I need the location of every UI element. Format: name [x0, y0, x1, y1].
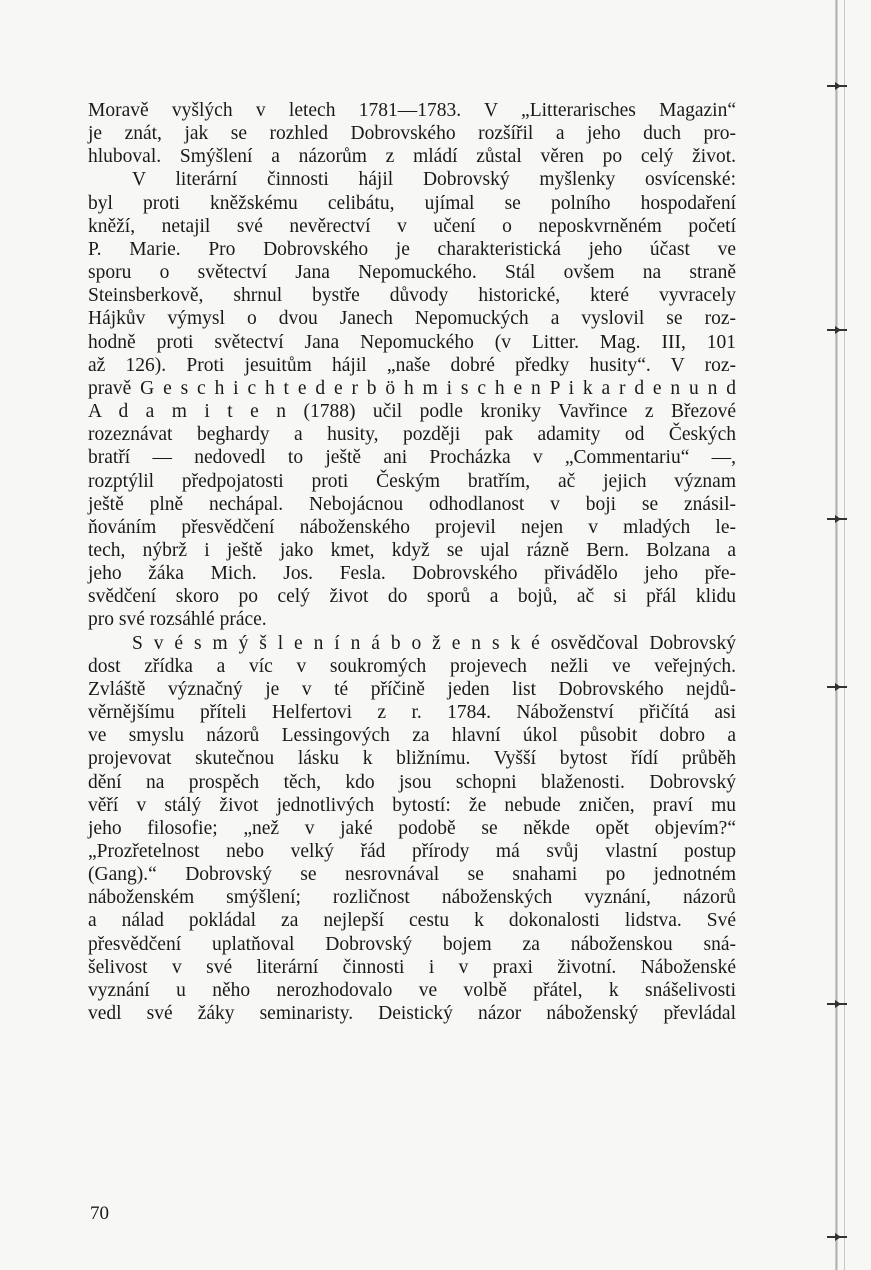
text-line: kněží, netajil své nevěrectví v učení o neposkvrněném početí [88, 215, 736, 237]
margin-tab-mark [827, 82, 847, 90]
text-line: ještě plně nechápal. Nebojácnou odhodlanost v boji se znásil- [88, 493, 736, 515]
text-line: Steinsberkově, shrnul bystře důvody historické, které vyvracely [88, 285, 736, 307]
page-edge-line [844, 0, 845, 1270]
text-line: náboženském smýšlení; rozličnost náboženských vyznání, názorů [88, 887, 736, 909]
text-line: A d a m i t e n (1788) učil podle kroniky Vavřince z Březové [88, 401, 736, 423]
text-line: pravě G e s c h i c h t e d e r b ö h m i s c h e n P i k a r d e n u n d [88, 377, 736, 399]
text-line: dění na prospěch těch, kdo jsou schopni blaženosti. Dobrovský [88, 771, 736, 793]
text-line: projevovat skutečnou lásku k bližnímu. Vyšší bytost řídí průběh [88, 748, 736, 770]
text-line: hodně proti světectví Jana Nepomuckého (v Litter. Mag. III, 101 [88, 331, 736, 353]
text-line: S v é s m ý š l e n í n á b o ž e n s k é osvědčoval Dobrovský [132, 632, 736, 654]
text-line: P. Marie. Pro Dobrovského je charakteristická jeho účast ve [88, 238, 736, 260]
text-line: až 126). Proti jesuitům hájil „naše dobré předky husity“. V roz- [88, 354, 736, 376]
text-line: Zvláště význačný je v té příčině jeden list Dobrovského nejdů- [88, 678, 736, 700]
text-line: svědčení skoro po celý život do sporů a bojů, ač si přál klidu [88, 586, 736, 608]
body-text [88, 99, 736, 1025]
margin-tab-mark [827, 1233, 847, 1241]
text-line: Hájkův výmysl o dvou Janech Nepomuckých a vyslovil se roz- [88, 308, 736, 330]
text-line: rozeznávat beghardy a husity, později pak adamity od Českých [88, 424, 736, 446]
text-line: je znát, jak se rozhled Dobrovského rozšířil a jeho duch pro- [88, 123, 736, 145]
text-line: Moravě vyšlých v letech 1781—1783. V „Litterarisches Magazin“ [88, 100, 736, 121]
text-line: a nálad pokládal za nejlepší cestu k dokonalosti lidstva. Své [88, 910, 736, 932]
text-line: vedl své žáky seminaristy. Deistický názor náboženský převládal [88, 1003, 736, 1025]
margin-tab-mark [827, 515, 847, 523]
text-line: jeho filosofie; „než v jaké podobě se někde opět objevím?“ [88, 817, 736, 839]
text-line: bratří — nedovedl to ještě ani Procházka v „Commentariu“ —, [88, 447, 736, 469]
text-line: hluboval. Smýšlení a názorům z mládí zůstal věren po celý život. [88, 146, 736, 168]
text-line: rozptýlil předpojatosti proti Českým bratřím, ač jejich význam [88, 470, 736, 492]
text-line: byl proti kněžskému celibátu, ujímal se polního hospodaření [88, 192, 736, 214]
text-line: ve smyslu názorů Lessingových za hlavní úkol působit dobro a [88, 725, 736, 747]
margin-tab-mark [827, 1000, 847, 1008]
text-line: vyznání u něho nerozhodovalo ve volbě přátel, k snášelivosti [88, 979, 736, 1001]
text-line: ňováním přesvědčení náboženského projevil nejen v mladých le- [88, 516, 736, 538]
text-line: věrnějšímu příteli Helfertovi z r. 1784. Náboženství přičítá asi [88, 702, 736, 724]
text-line: jeho žáka Mich. Jos. Fesla. Dobrovského přivádělo jeho pře- [88, 563, 736, 585]
text-line: věří v stálý život jednotlivých bytostí: že nebude zničen, praví mu [88, 794, 736, 816]
text-line: šelivost v své literární činnosti i v praxi životní. Náboženské [88, 956, 736, 978]
page-edge-shadow [835, 0, 838, 1270]
margin-tab-mark [827, 683, 847, 691]
text-line: tech, nýbrž i ještě jako kmet, když se ujal rázně Bern. Bolzana a [88, 539, 736, 561]
text-line: pro své rozsáhlé práce. [88, 609, 267, 631]
text-line: přesvědčení uplatňoval Dobrovský bojem za náboženskou sná- [88, 933, 736, 955]
page-number: 70 [90, 1203, 109, 1224]
text-line: „Prozřetelnost nebo velký řád přírody má svůj vlastní postup [88, 841, 736, 862]
text-line: (Gang).“ Dobrovský se nesrovnával se snahami po jednotném [88, 864, 736, 886]
text-line: dost zřídka a víc v soukromých projevech nežli ve veřejných. [88, 655, 736, 677]
margin-tab-mark [827, 326, 847, 334]
text-line: sporu o světectví Jana Nepomuckého. Stál ovšem na straně [88, 262, 736, 284]
text-line: V literární činnosti hájil Dobrovský myšlenky osvícenské: [132, 169, 736, 191]
